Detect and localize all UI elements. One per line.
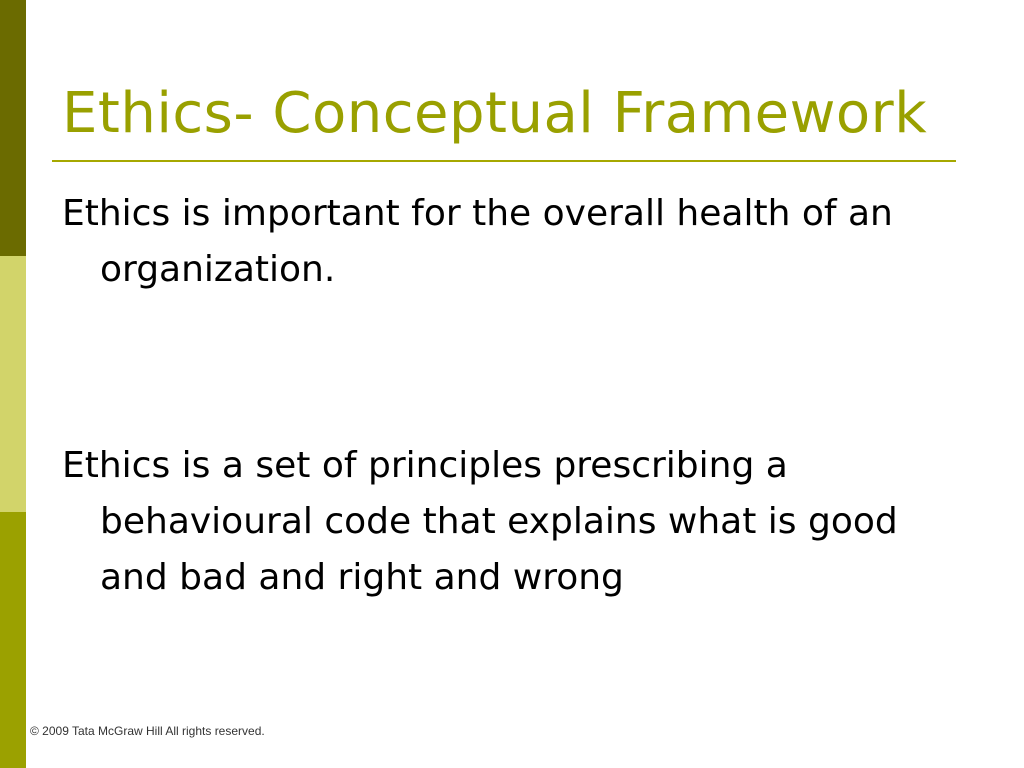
side-accent-middle	[0, 256, 26, 512]
body-paragraph-2: Ethics is a set of principles prescribing a behavioural code that explains what is good and bad and right and wrong	[62, 445, 898, 598]
side-accent-top	[0, 0, 26, 256]
paragraph-spacer	[62, 298, 962, 438]
slide-title: Ethics- Conceptual Framework	[62, 81, 928, 146]
body-paragraph-1: Ethics is important for the overall health of an organization.	[62, 193, 893, 290]
side-accent-bottom	[0, 512, 26, 768]
title-underline	[52, 160, 956, 162]
copyright-footer: © 2009 Tata McGraw Hill All rights reserved.	[30, 724, 265, 738]
side-accent-bar	[0, 0, 26, 768]
slide-body	[62, 186, 962, 606]
